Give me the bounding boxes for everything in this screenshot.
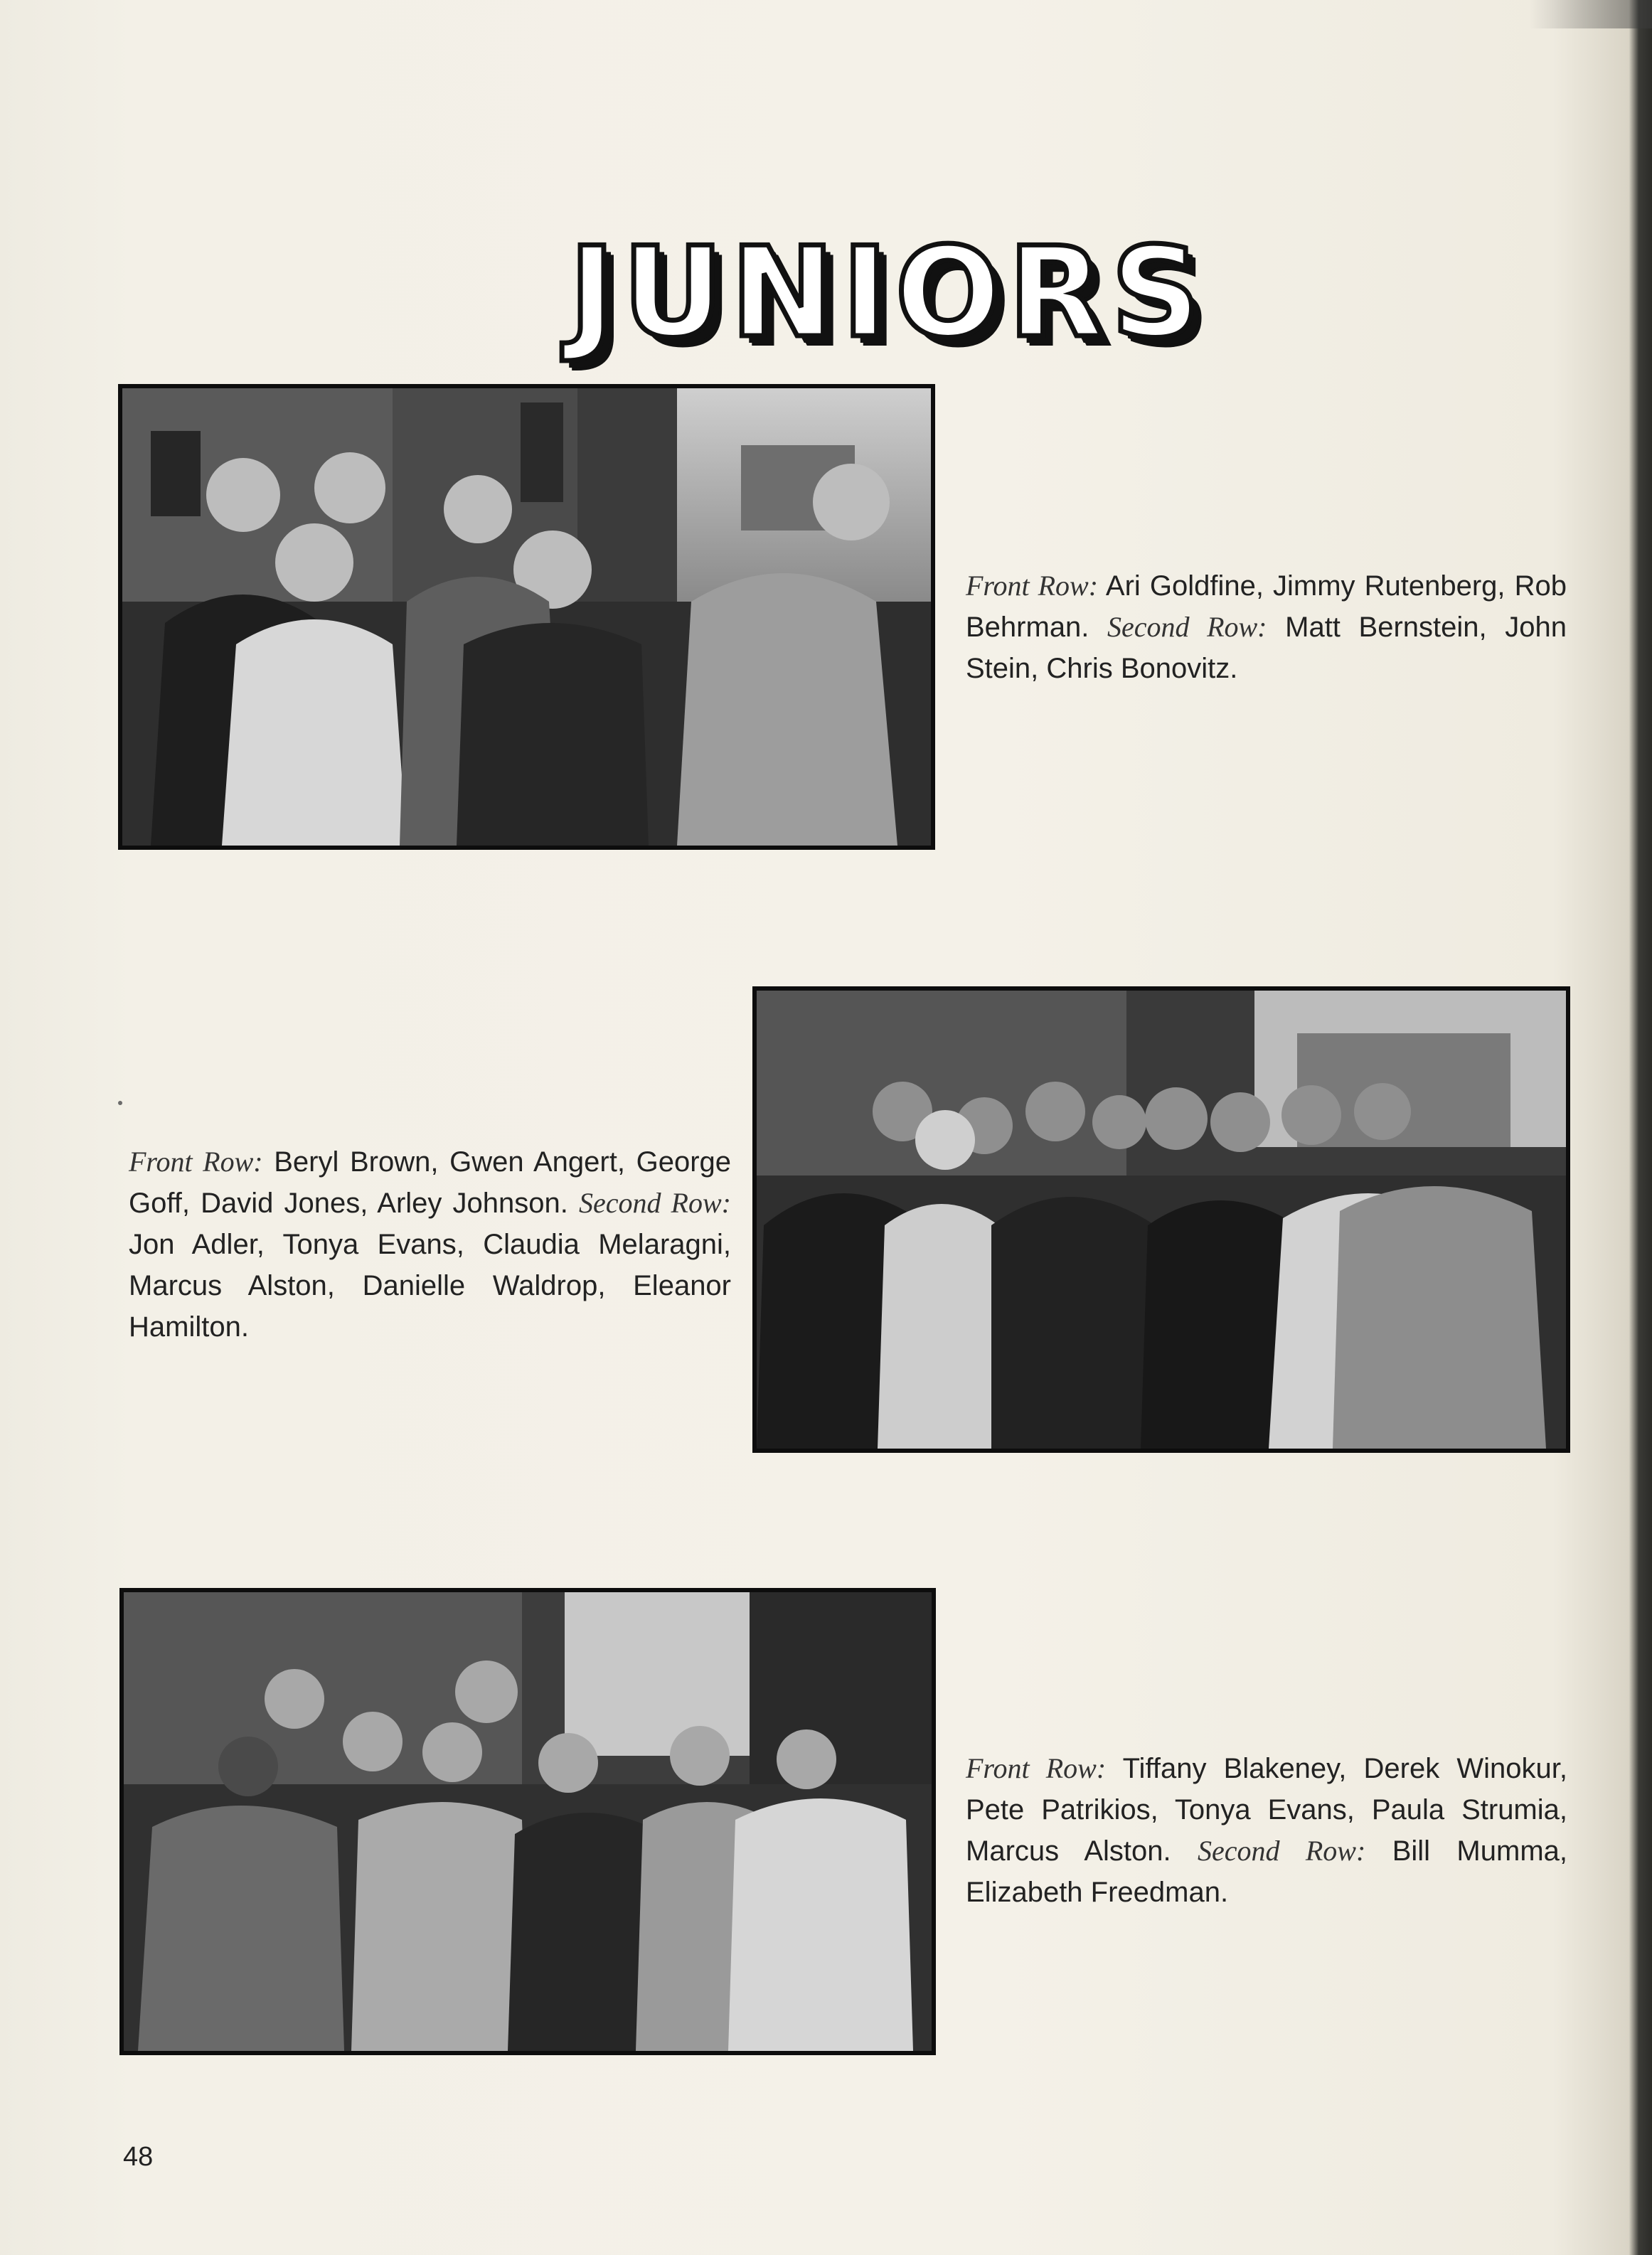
- second-row-names: Matt Bernstein, John Stein, Chris Bonovitz.: [966, 612, 1567, 684]
- front-row-names: Tiffany Blakeney, Derek Winokur, Pete Patrikios, Tonya Evans, Paula Strumia, Marcus Alston.: [966, 1753, 1568, 1867]
- photo-3-caption: [966, 1748, 1567, 1913]
- front-row-label: Front Row:: [129, 1146, 263, 1178]
- front-row-label: Front Row:: [966, 570, 1099, 602]
- second-row-names: Bill Mumma, Elizabeth Freedman.: [966, 1835, 1568, 1908]
- group-photo-1: [118, 384, 935, 850]
- photo-2-caption: [129, 1141, 731, 1348]
- front-row-names: Ari Goldfine, Jimmy Rutenberg, Rob Behrman.: [966, 570, 1567, 643]
- front-row-names: Beryl Brown, Gwen Angert, George Goff, David Jones, Arley Johnson.: [129, 1146, 732, 1219]
- page-number: 48: [123, 2142, 154, 2172]
- front-row-label: Front Row:: [966, 1752, 1107, 1784]
- second-row-label: Second Row:: [1107, 611, 1267, 643]
- photo-1-caption: [966, 565, 1567, 689]
- binding-shadow: [1529, 0, 1652, 28]
- second-row-label: Second Row:: [579, 1187, 731, 1219]
- group-photo-1-image: [122, 388, 931, 846]
- page-title: JUNIORS: [569, 221, 1208, 366]
- print-speck: [118, 1101, 122, 1105]
- second-row-names: Jon Adler, Tonya Evans, Claudia Melaragni, Marcus Alston, Danielle Waldrop, Eleanor Hamilton.: [129, 1229, 731, 1343]
- group-photo-3: [119, 1588, 936, 2055]
- group-photo-2-image: [757, 991, 1566, 1449]
- group-photo-3-image: [124, 1592, 932, 2051]
- second-row-label: Second Row:: [1198, 1835, 1366, 1867]
- group-photo-2: [752, 986, 1570, 1453]
